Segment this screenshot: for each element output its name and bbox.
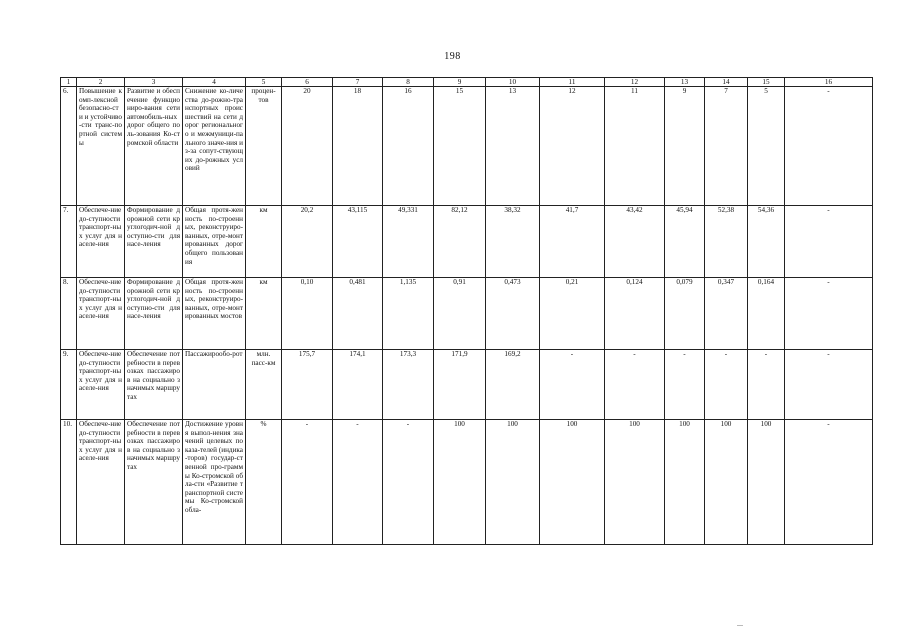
value-cell: 0,079 bbox=[665, 278, 705, 350]
unit-cell: % bbox=[246, 420, 282, 545]
unit-cell: млн. пасс-км bbox=[246, 350, 282, 420]
row-number: 10. bbox=[61, 420, 77, 545]
table-row bbox=[61, 350, 873, 420]
value-cell: 100 bbox=[434, 420, 486, 545]
table-row bbox=[61, 420, 873, 545]
value-cell: 9 bbox=[665, 87, 705, 206]
indicator-table bbox=[60, 77, 873, 545]
value-cell: 100 bbox=[605, 420, 665, 545]
indicator-cell: Достижение уровня выпол-нения значений целевых показа-телей (индика-торов) государ-ственной про-граммы Ко-стромской обла-сти «Развитие транспортной системы Ко-стромской обла- bbox=[183, 420, 246, 545]
table-row bbox=[61, 206, 873, 278]
header-row bbox=[61, 78, 873, 87]
value-cell: 43,115 bbox=[333, 206, 383, 278]
task-cell: Развитие и обеспечение функциониро-вания сети автомобиль-ных дорог общего поль-зования Ко-стромской области bbox=[125, 87, 183, 206]
header-cell: 9 bbox=[434, 78, 486, 87]
value-cell: 100 bbox=[540, 420, 605, 545]
unit-cell: км bbox=[246, 206, 282, 278]
value-cell: - bbox=[540, 350, 605, 420]
value-cell: 100 bbox=[705, 420, 748, 545]
goal-cell: Повышение комп-лексной безопасно-сти и устойчиво-сти транс-портной системы bbox=[77, 87, 125, 206]
task-cell: Обеспечение потребности в перевозках пассажиров на социально значимых маршрутах bbox=[125, 350, 183, 420]
value-cell: - bbox=[705, 350, 748, 420]
value-cell: - bbox=[785, 206, 873, 278]
value-cell: 174,1 bbox=[333, 350, 383, 420]
value-cell: 20 bbox=[282, 87, 333, 206]
task-cell: Формирование дорожной сети круглогодич-ной доступно-сти для насе-ления bbox=[125, 278, 183, 350]
value-cell: 13 bbox=[486, 87, 540, 206]
row-number: 7. bbox=[61, 206, 77, 278]
header-cell: 14 bbox=[705, 78, 748, 87]
value-cell: 0,10 bbox=[282, 278, 333, 350]
value-cell: 52,38 bbox=[705, 206, 748, 278]
value-cell: 175,7 bbox=[282, 350, 333, 420]
header-cell: 1 bbox=[61, 78, 77, 87]
header-cell: 6 bbox=[282, 78, 333, 87]
value-cell: 0,347 bbox=[705, 278, 748, 350]
indicator-cell: Снижение ко-личества до-рожно-транспортных происшествий на сети дорог регионального и межмуници-пального значе-ния из-за сопут-ствующих до-рожных условий bbox=[183, 87, 246, 206]
value-cell: 0,473 bbox=[486, 278, 540, 350]
value-cell: 0,124 bbox=[605, 278, 665, 350]
task-cell: Формирование дорожной сети круглогодич-ной доступно-сти для насе-ления bbox=[125, 206, 183, 278]
task-cell: Обеспечение потребности в перевозках пассажиров на социально значимых маршрутах bbox=[125, 420, 183, 545]
unit-cell: процен-тов bbox=[246, 87, 282, 206]
header-cell: 13 bbox=[665, 78, 705, 87]
table-row bbox=[61, 87, 873, 206]
header-cell: 3 bbox=[125, 78, 183, 87]
value-cell: - bbox=[282, 420, 333, 545]
value-cell: 169,2 bbox=[486, 350, 540, 420]
header-cell: 16 bbox=[785, 78, 873, 87]
row-number: 9. bbox=[61, 350, 77, 420]
value-cell: 7 bbox=[705, 87, 748, 206]
value-cell: 38,32 bbox=[486, 206, 540, 278]
value-cell: - bbox=[785, 350, 873, 420]
row-number: 8. bbox=[61, 278, 77, 350]
value-cell: 0,481 bbox=[333, 278, 383, 350]
value-cell: 16 bbox=[383, 87, 434, 206]
value-cell: - bbox=[383, 420, 434, 545]
header-cell: 4 bbox=[183, 78, 246, 87]
value-cell: 41,7 bbox=[540, 206, 605, 278]
table-header bbox=[61, 78, 873, 87]
value-cell: 11 bbox=[605, 87, 665, 206]
indicator-cell: Пассажирообо-рот bbox=[183, 350, 246, 420]
indicator-cell: Общая протя-женность по-строенных, реконструиро-ванных, отре-монтированных мостов bbox=[183, 278, 246, 350]
value-cell: - bbox=[333, 420, 383, 545]
row-number: 6. bbox=[61, 87, 77, 206]
value-cell: 100 bbox=[665, 420, 705, 545]
value-cell: - bbox=[665, 350, 705, 420]
header-cell: 2 bbox=[77, 78, 125, 87]
goal-cell: Обеспече-ние до-ступности транспорт-ных услуг для населе-ния bbox=[77, 420, 125, 545]
unit-cell: км bbox=[246, 278, 282, 350]
value-cell: 0,21 bbox=[540, 278, 605, 350]
value-cell: 82,12 bbox=[434, 206, 486, 278]
header-cell: 8 bbox=[383, 78, 434, 87]
value-cell: - bbox=[785, 87, 873, 206]
value-cell: 18 bbox=[333, 87, 383, 206]
value-cell: 100 bbox=[748, 420, 785, 545]
indicator-cell: Общая протя-женность по-строенных, реконструиро-ванных, отре-монтированных дорог общего пользования bbox=[183, 206, 246, 278]
value-cell: - bbox=[785, 420, 873, 545]
value-cell: - bbox=[785, 278, 873, 350]
goal-cell: Обеспече-ние до-ступности транспорт-ных услуг для населе-ния bbox=[77, 278, 125, 350]
value-cell: - bbox=[748, 350, 785, 420]
header-cell: 7 bbox=[333, 78, 383, 87]
value-cell: 43,42 bbox=[605, 206, 665, 278]
value-cell: 100 bbox=[486, 420, 540, 545]
value-cell: 20,2 bbox=[282, 206, 333, 278]
table-row bbox=[61, 278, 873, 350]
value-cell: 173,3 bbox=[383, 350, 434, 420]
value-cell: 15 bbox=[434, 87, 486, 206]
value-cell: 0,164 bbox=[748, 278, 785, 350]
scan-mark bbox=[737, 625, 743, 626]
value-cell: 5 bbox=[748, 87, 785, 206]
value-cell: - bbox=[605, 350, 665, 420]
header-cell: 11 bbox=[540, 78, 605, 87]
value-cell: 171,9 bbox=[434, 350, 486, 420]
header-cell: 12 bbox=[605, 78, 665, 87]
value-cell: 12 bbox=[540, 87, 605, 206]
page-number: 198 bbox=[444, 51, 461, 62]
goal-cell: Обеспече-ние до-ступности транспорт-ных услуг для населе-ния bbox=[77, 206, 125, 278]
value-cell: 0,91 bbox=[434, 278, 486, 350]
goal-cell: Обеспече-ние до-ступности транспорт-ных услуг для населе-ния bbox=[77, 350, 125, 420]
header-cell: 5 bbox=[246, 78, 282, 87]
value-cell: 45,94 bbox=[665, 206, 705, 278]
value-cell: 54,36 bbox=[748, 206, 785, 278]
header-cell: 15 bbox=[748, 78, 785, 87]
header-cell: 10 bbox=[486, 78, 540, 87]
value-cell: 49,331 bbox=[383, 206, 434, 278]
value-cell: 1,135 bbox=[383, 278, 434, 350]
